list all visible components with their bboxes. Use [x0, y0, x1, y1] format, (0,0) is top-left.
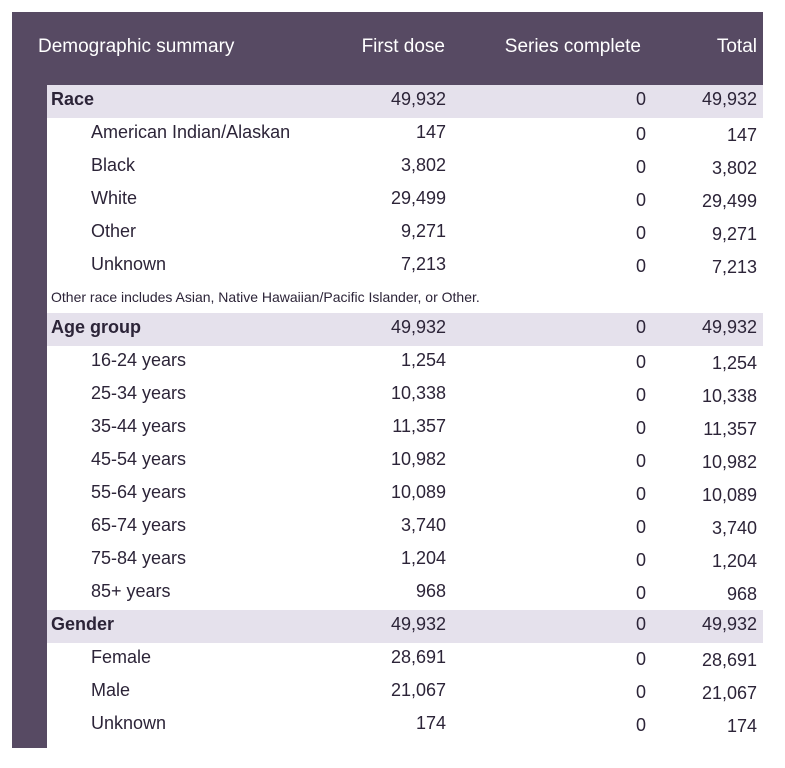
- total-value: 21,067: [701, 683, 757, 703]
- table-row: [47, 643, 763, 676]
- total-value: 3,802: [711, 158, 757, 178]
- series-complete-value: 0: [635, 124, 646, 144]
- total-value: 147: [726, 125, 757, 145]
- first-dose-value: 49,932: [390, 317, 446, 337]
- series-complete-value: 0: [635, 223, 646, 243]
- series-complete-value: 0: [635, 385, 646, 405]
- series-complete-value: 0: [635, 682, 646, 702]
- table-row: [47, 478, 763, 511]
- total-value: 968: [726, 584, 757, 604]
- section-row-age-group: [47, 313, 763, 346]
- header-total: Total: [716, 36, 757, 57]
- row-label: Male: [91, 680, 131, 700]
- series-complete-value: 0: [635, 157, 646, 177]
- first-dose-value: 9,271: [400, 221, 446, 241]
- row-label: Other: [91, 221, 137, 241]
- total-value: 1,254: [711, 353, 757, 373]
- total-value: 10,982: [701, 452, 757, 472]
- table-body: [47, 85, 763, 742]
- series-complete-value: 0: [635, 190, 646, 210]
- row-label: Female: [91, 647, 152, 667]
- row-label: 75-84 years: [91, 548, 187, 568]
- table-row: [47, 379, 763, 412]
- table-row: [47, 511, 763, 544]
- first-dose-value: 3,802: [400, 155, 446, 175]
- table-row: [47, 217, 763, 250]
- row-label: Unknown: [91, 254, 167, 274]
- total-value: 1,204: [711, 551, 757, 571]
- section-label: Race: [51, 89, 95, 109]
- header-label: Demographic summary: [38, 36, 235, 57]
- series-complete-value: 0: [635, 583, 646, 603]
- first-dose-value: 28,691: [390, 647, 446, 667]
- table-row: [47, 577, 763, 610]
- demographic-summary-table: [12, 12, 763, 748]
- series-complete-value: 0: [635, 614, 646, 634]
- table-row: [47, 412, 763, 445]
- total-value: 174: [726, 716, 757, 736]
- first-dose-value: 7,213: [400, 254, 446, 274]
- total-value: 7,213: [711, 257, 757, 277]
- section-label: Gender: [51, 614, 115, 634]
- series-complete-value: 0: [635, 451, 646, 471]
- first-dose-value: 174: [415, 713, 446, 733]
- total-value: 3,740: [711, 518, 757, 538]
- series-complete-value: 0: [635, 715, 646, 735]
- total-value: 49,932: [701, 317, 757, 337]
- row-label: Black: [91, 155, 136, 175]
- series-complete-value: 0: [635, 418, 646, 438]
- table-row: [47, 709, 763, 742]
- section-row-race: [47, 85, 763, 118]
- first-dose-value: 10,089: [390, 482, 446, 502]
- series-complete-value: 0: [635, 649, 646, 669]
- total-value: 10,089: [701, 485, 757, 505]
- row-label: American Indian/Alaskan: [91, 122, 291, 142]
- total-value: 29,499: [701, 191, 757, 211]
- series-complete-value: 0: [635, 352, 646, 372]
- total-value: 28,691: [701, 650, 757, 670]
- first-dose-value: 1,254: [400, 350, 446, 370]
- table-row: [47, 544, 763, 577]
- first-dose-value: 3,740: [400, 515, 446, 535]
- first-dose-value: 29,499: [390, 188, 446, 208]
- series-complete-value: 0: [635, 484, 646, 504]
- row-label: 65-74 years: [91, 515, 187, 535]
- series-complete-value: 0: [635, 550, 646, 570]
- table-row: [47, 445, 763, 478]
- total-value: 49,932: [701, 89, 757, 109]
- left-accent-bar: [12, 85, 47, 748]
- table-row: [47, 184, 763, 217]
- first-dose-value: 10,982: [390, 449, 446, 469]
- row-label: 25-34 years: [91, 383, 187, 403]
- table-header: [12, 12, 763, 85]
- section-label: Age group: [51, 317, 141, 337]
- first-dose-value: 968: [415, 581, 446, 601]
- first-dose-value: 11,357: [392, 416, 446, 436]
- table-row: [47, 250, 763, 283]
- footnote-text: Other race includes Asian, Native Hawaiian/Pacific Islander, or Other.: [51, 289, 480, 305]
- row-label: White: [91, 188, 138, 208]
- series-complete-value: 0: [635, 317, 646, 337]
- first-dose-value: 21,067: [390, 680, 446, 700]
- table-row: [47, 676, 763, 709]
- series-complete-value: 0: [635, 256, 646, 276]
- section-row-gender: [47, 610, 763, 643]
- row-label: 55-64 years: [91, 482, 187, 502]
- series-complete-value: 0: [635, 517, 646, 537]
- total-value: 11,357: [703, 419, 757, 439]
- total-value: 10,338: [701, 386, 757, 406]
- row-label: 35-44 years: [91, 416, 187, 436]
- first-dose-value: 147: [415, 122, 446, 142]
- row-label: 85+ years: [91, 581, 171, 601]
- header-first-dose: First dose: [361, 36, 445, 57]
- table-row: [47, 151, 763, 184]
- first-dose-value: 49,932: [390, 614, 446, 634]
- row-label: 16-24 years: [91, 350, 187, 370]
- row-label: Unknown: [91, 713, 167, 733]
- total-value: 9,271: [711, 224, 757, 244]
- first-dose-value: 1,204: [400, 548, 446, 568]
- table-row: [47, 346, 763, 379]
- header-series-complete: Series complete: [504, 36, 641, 57]
- first-dose-value: 10,338: [390, 383, 446, 403]
- row-label: 45-54 years: [91, 449, 187, 469]
- race-footnote: [47, 283, 763, 313]
- total-value: 49,932: [701, 614, 757, 634]
- first-dose-value: 49,932: [390, 89, 446, 109]
- table-row: [47, 118, 763, 151]
- series-complete-value: 0: [635, 89, 646, 109]
